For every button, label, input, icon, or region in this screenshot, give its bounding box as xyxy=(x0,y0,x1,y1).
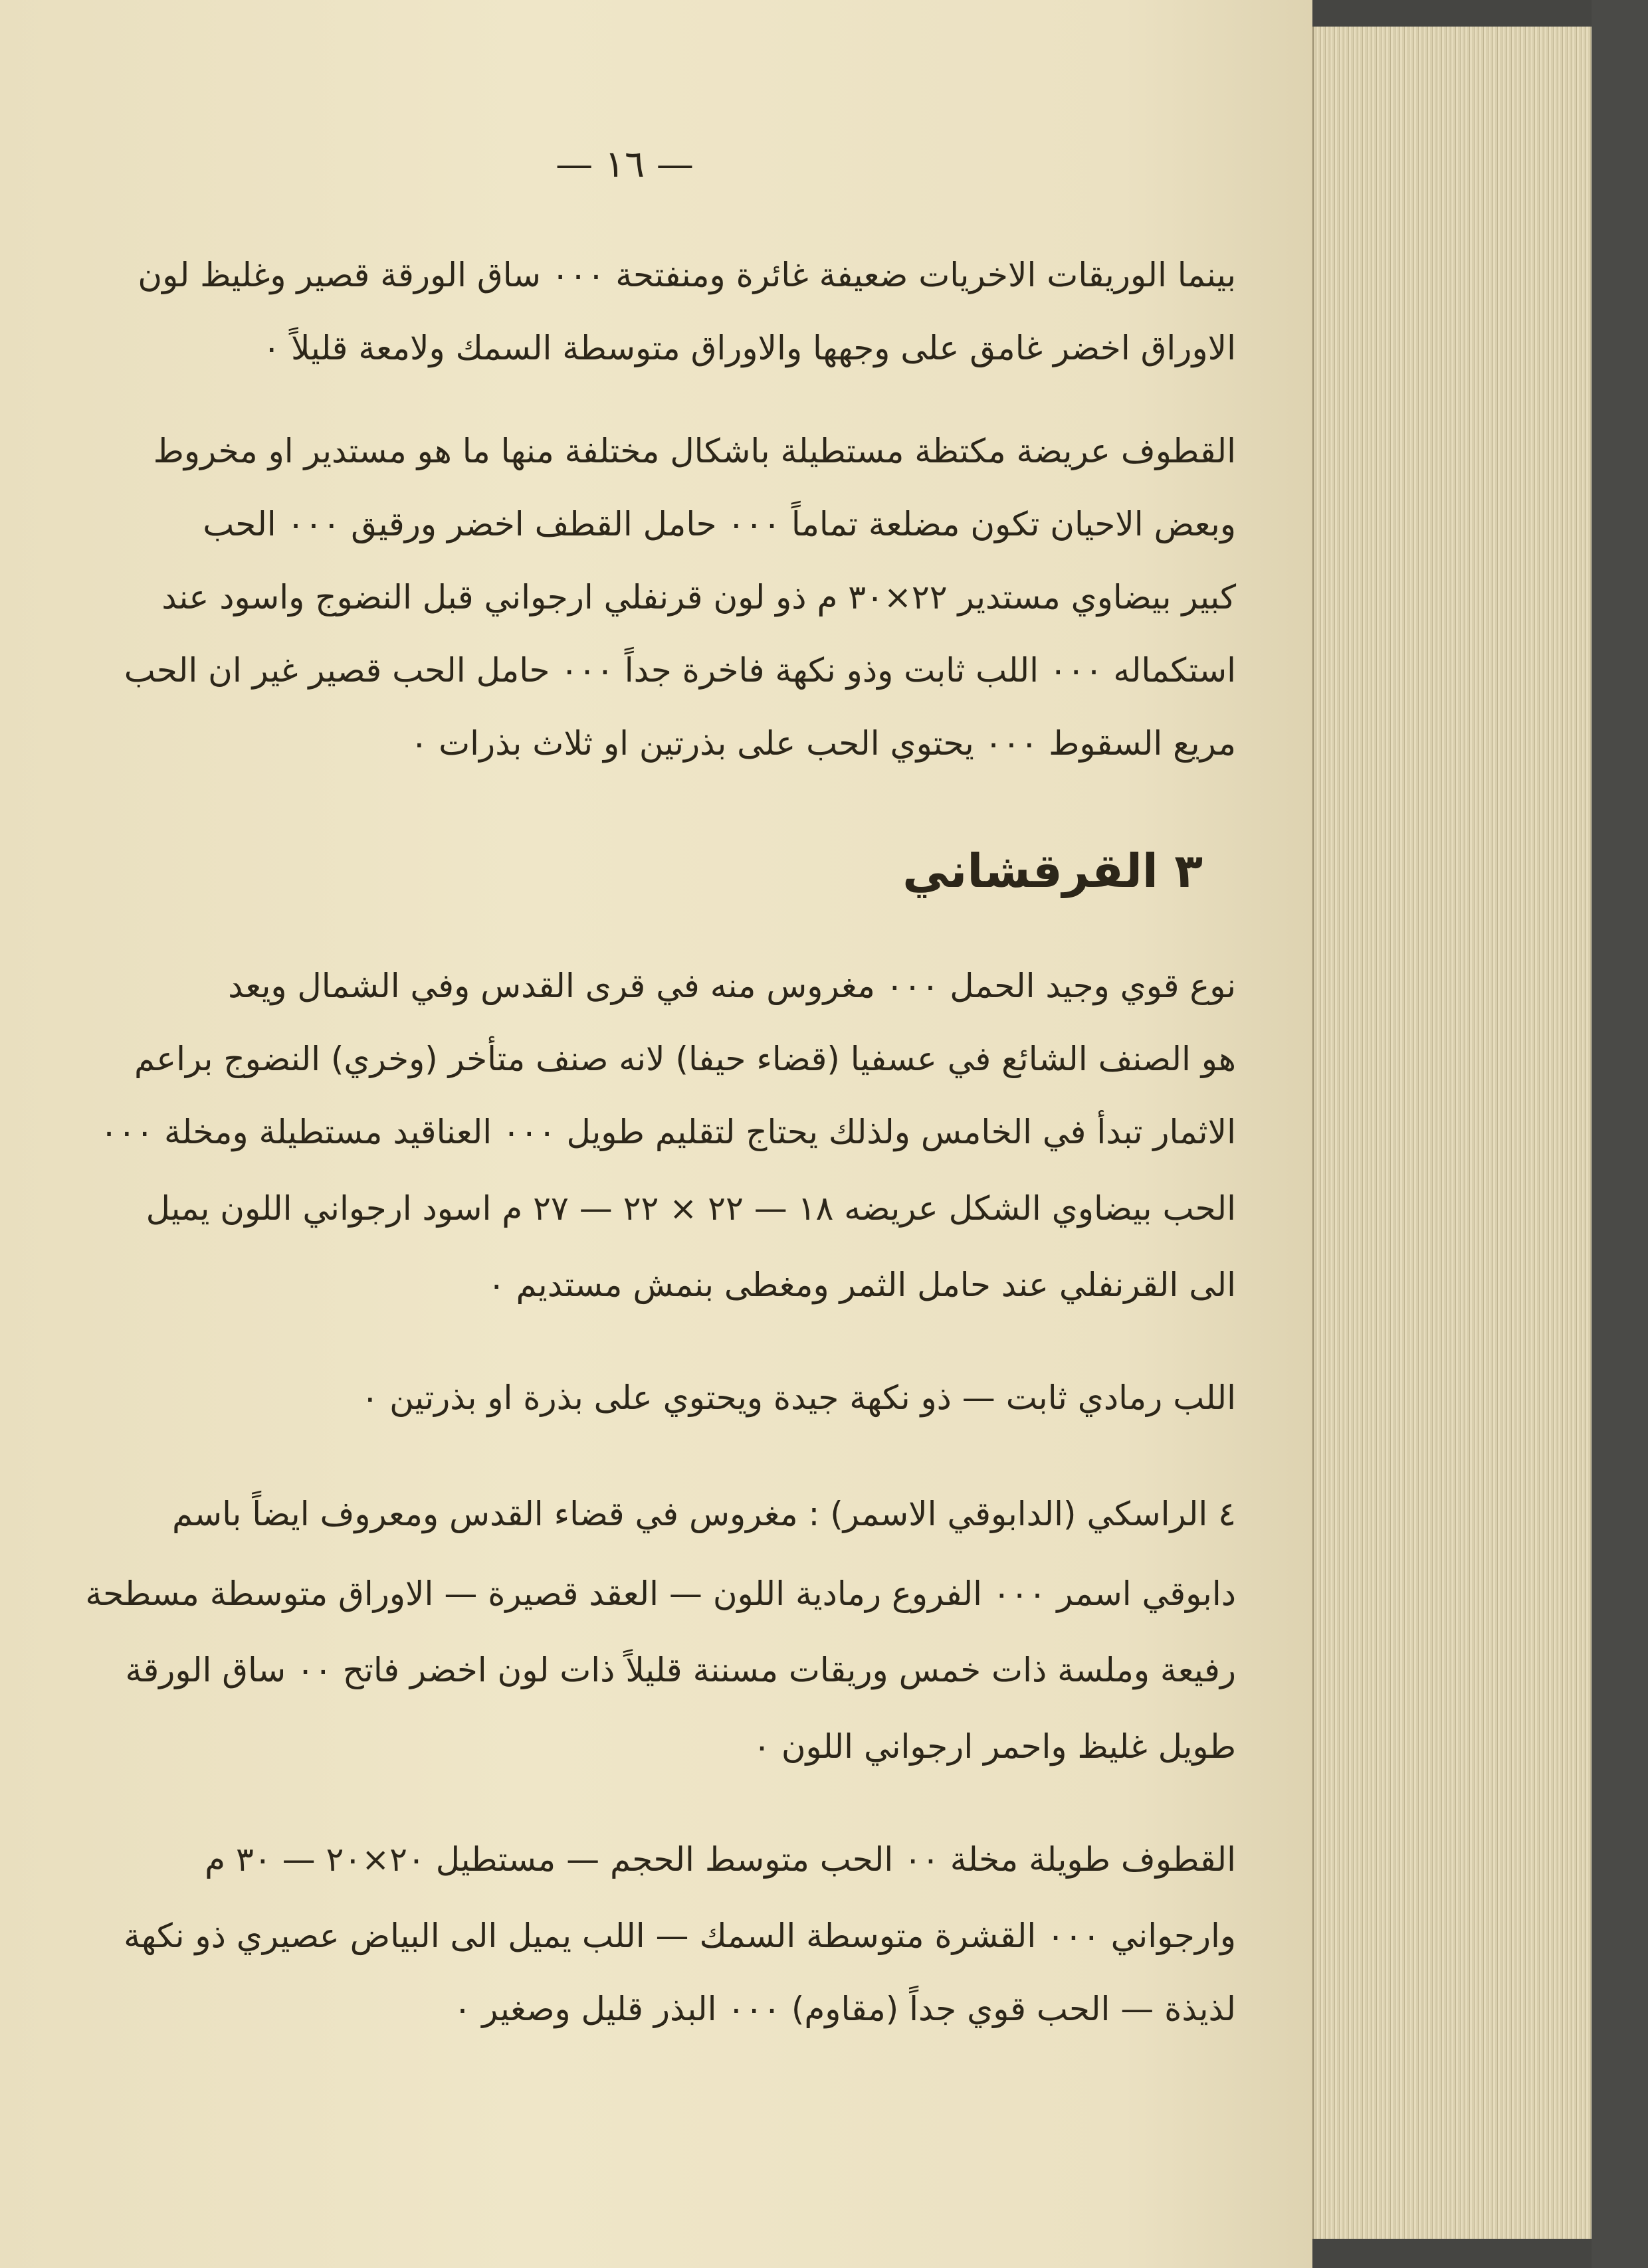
book-cover-bottom xyxy=(1312,2239,1592,2268)
text-line: وبعض الاحيان تكون مضلعة تماماً ٠٠٠ حامل القطف اخضر ورقيق ٠٠٠ الحب xyxy=(203,505,1236,543)
book-cover-top xyxy=(1312,0,1592,27)
section-heading-line: ٤ الراسكي (الدابوقي الاسمر) : مغروس في قضاء القدس ومعروف ايضاً باسم xyxy=(171,1495,1236,1533)
text-line: القطوف طويلة مخلة ٠٠ الحب متوسط الحجم — مستطيل ٢٠×٢٠ — ٣٠ م xyxy=(205,1840,1236,1879)
section-heading: ٣ القرقشاني xyxy=(902,844,1203,898)
text-line: طويل غليظ واحمر ارجواني اللون ٠ xyxy=(753,1727,1236,1766)
text-line: القطوف عريضة مكتظة مستطيلة باشكال مختلفة منها ما هو مستدير او مخروط xyxy=(153,432,1236,470)
text-line: هو الصنف الشائع في عسفيا (قضاء حيفا) لانه صنف متأخر (وخري) النضوج براعم xyxy=(134,1040,1236,1078)
book-cover-right xyxy=(1592,0,1648,2268)
text-line: استكماله ٠٠٠ اللب ثابت وذو نكهة فاخرة جداً ٠٠٠ حامل الحب قصير غير ان الحب xyxy=(124,651,1236,690)
text-line: رفيعة وملسة ذات خمس وريقات مسننة قليلاً ذات لون اخضر فاتح ٠٠ ساق الورقة xyxy=(125,1651,1236,1689)
text-line: الاثمار تبدأ في الخامس ولذلك يحتاج لتقليم طويل ٠٠٠ العناقيد مستطيلة ومخلة ٠٠٠ xyxy=(100,1113,1236,1151)
text-line: اللب رمادي ثابت — ذو نكهة جيدة ويحتوي على بذرة او بذرتين ٠ xyxy=(361,1378,1236,1417)
text-line: الاوراق اخضر غامق على وجهها والاوراق متوسطة السمك ولامعة قليلاً ٠ xyxy=(262,329,1236,367)
text-line: الحب بيضاوي الشكل عريضه ١٨ — ٢٢ × ٢٢ — ٢٧ م اسود ارجواني اللون يميل xyxy=(146,1189,1236,1228)
text-line: نوع قوي وجيد الحمل ٠٠٠ مغروس منه في قرى القدس وفي الشمال ويعد xyxy=(228,967,1236,1005)
text-line: بينما الوريقات الاخريات ضعيفة غائرة ومنفتحة ٠٠٠ ساق الورقة قصير وغليظ لون xyxy=(138,256,1236,294)
page-edges xyxy=(1312,27,1593,2239)
text-line: وارجواني ٠٠٠ القشرة متوسطة السمك — اللب يميل الى البياض عصيري ذو نكهة xyxy=(124,1917,1236,1955)
text-line: لذيذة — الحب قوي جداً (مقاوم) ٠٠٠ البذر قليل وصغير ٠ xyxy=(453,1990,1236,2028)
page-number: — ١٦ — xyxy=(556,143,694,186)
text-line: دابوقي اسمر ٠٠٠ الفروع رمادية اللون — العقد قصيرة — الاوراق متوسطة مسطحة xyxy=(85,1574,1236,1613)
text-line: كبير بيضاوي مستدير ٢٢×٣٠ م ذو لون قرنفلي ارجواني قبل النضوج واسود عند xyxy=(161,578,1236,616)
text-line: الى القرنفلي عند حامل الثمر ومغطى بنمش مستديم ٠ xyxy=(487,1266,1236,1304)
text-line: مريع السقوط ٠٠٠ يحتوي الحب على بذرتين او ثلاث بذرات ٠ xyxy=(410,724,1236,763)
